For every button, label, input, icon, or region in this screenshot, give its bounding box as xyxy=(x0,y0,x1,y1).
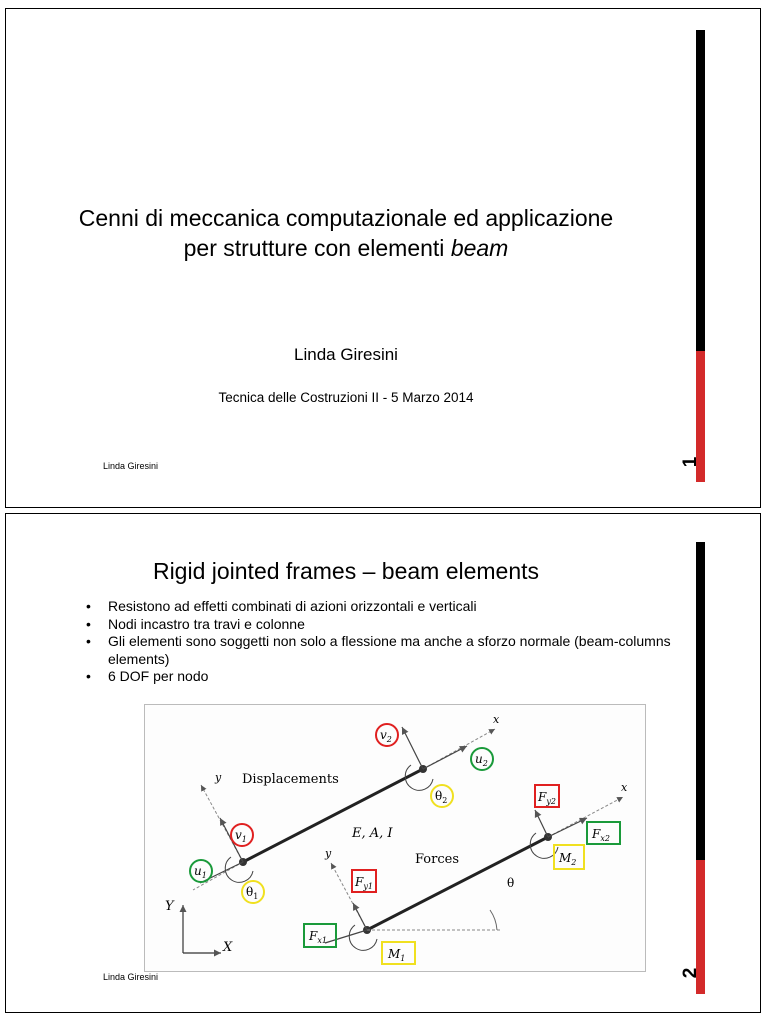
axis-X-label: X xyxy=(223,940,233,955)
beam-diagram xyxy=(145,705,645,971)
bullet-item: • Gli elementi sono soggetti non solo a flessione ma anche a sforzo normale (beam-columns elements) xyxy=(82,633,682,668)
forces-label: Forces xyxy=(415,852,459,867)
axis-Y-label: Y xyxy=(165,899,174,914)
theta-angle-label: θ xyxy=(507,876,515,890)
slide-1 xyxy=(5,8,761,508)
footer-author: Linda Giresini xyxy=(103,461,159,471)
m1-label: $M_1$ xyxy=(388,947,406,963)
slide-2-title: Rigid jointed frames – beam elements xyxy=(152,558,540,584)
theta1-label: $\theta_1$ xyxy=(246,885,259,901)
title-line-2-prefix: per strutture con elementi xyxy=(183,235,451,261)
author-name: Linda Giresini xyxy=(294,345,398,364)
sidebar-black-bar xyxy=(696,30,705,351)
local-x-label: x xyxy=(493,713,500,726)
title-line-2-italic: beam xyxy=(450,235,509,261)
bullet-item: • 6 DOF per nodo xyxy=(82,668,682,686)
fy1-label: $F_{y1}$ xyxy=(355,875,373,891)
footer-author: Linda Giresini xyxy=(103,972,159,982)
m2-label: $M_2$ xyxy=(559,851,577,867)
global-axes xyxy=(165,899,233,955)
title-line-2 xyxy=(6,233,686,263)
slide-1-title xyxy=(6,203,686,263)
u1-label: $u_1$ xyxy=(194,864,207,880)
page-number: 1 xyxy=(680,456,701,468)
sidebar-black-bar xyxy=(696,542,705,860)
local-x-label-forces: x xyxy=(621,781,628,794)
bullet-item: • Resistono ad effetti combinati di azioni orizzontali e verticali xyxy=(82,598,682,616)
displacements-label: Displacements xyxy=(242,772,339,787)
beam-element-figure xyxy=(144,704,646,972)
fx1-label: $F_{x1}$ xyxy=(309,929,327,945)
course-info: Tecnica delle Costruzioni II - 5 Marzo 2014 xyxy=(218,390,474,405)
title-line-1: Cenni di meccanica computazionale ed applicazione xyxy=(78,205,614,231)
bullet-list xyxy=(82,598,682,686)
displacement-element xyxy=(190,713,500,903)
v2-label: $v_2$ xyxy=(380,728,392,744)
bullet-item: • Nodi incastro tra travi e colonne xyxy=(82,616,682,634)
page-number: 2 xyxy=(680,967,701,979)
fx2-label: $F_{x2}$ xyxy=(592,827,610,843)
v1-label: $v_1$ xyxy=(235,828,247,844)
u2-label: $u_2$ xyxy=(475,752,488,768)
local-y-label: y xyxy=(215,771,222,784)
properties-label: E, A, I xyxy=(352,826,393,841)
slide-2 xyxy=(5,513,761,1013)
local-y-label-forces: y xyxy=(325,847,332,860)
theta2-label: $\theta_2$ xyxy=(435,789,448,805)
forces-element xyxy=(304,781,628,964)
fy2-label: $F_{y2}$ xyxy=(538,790,556,806)
